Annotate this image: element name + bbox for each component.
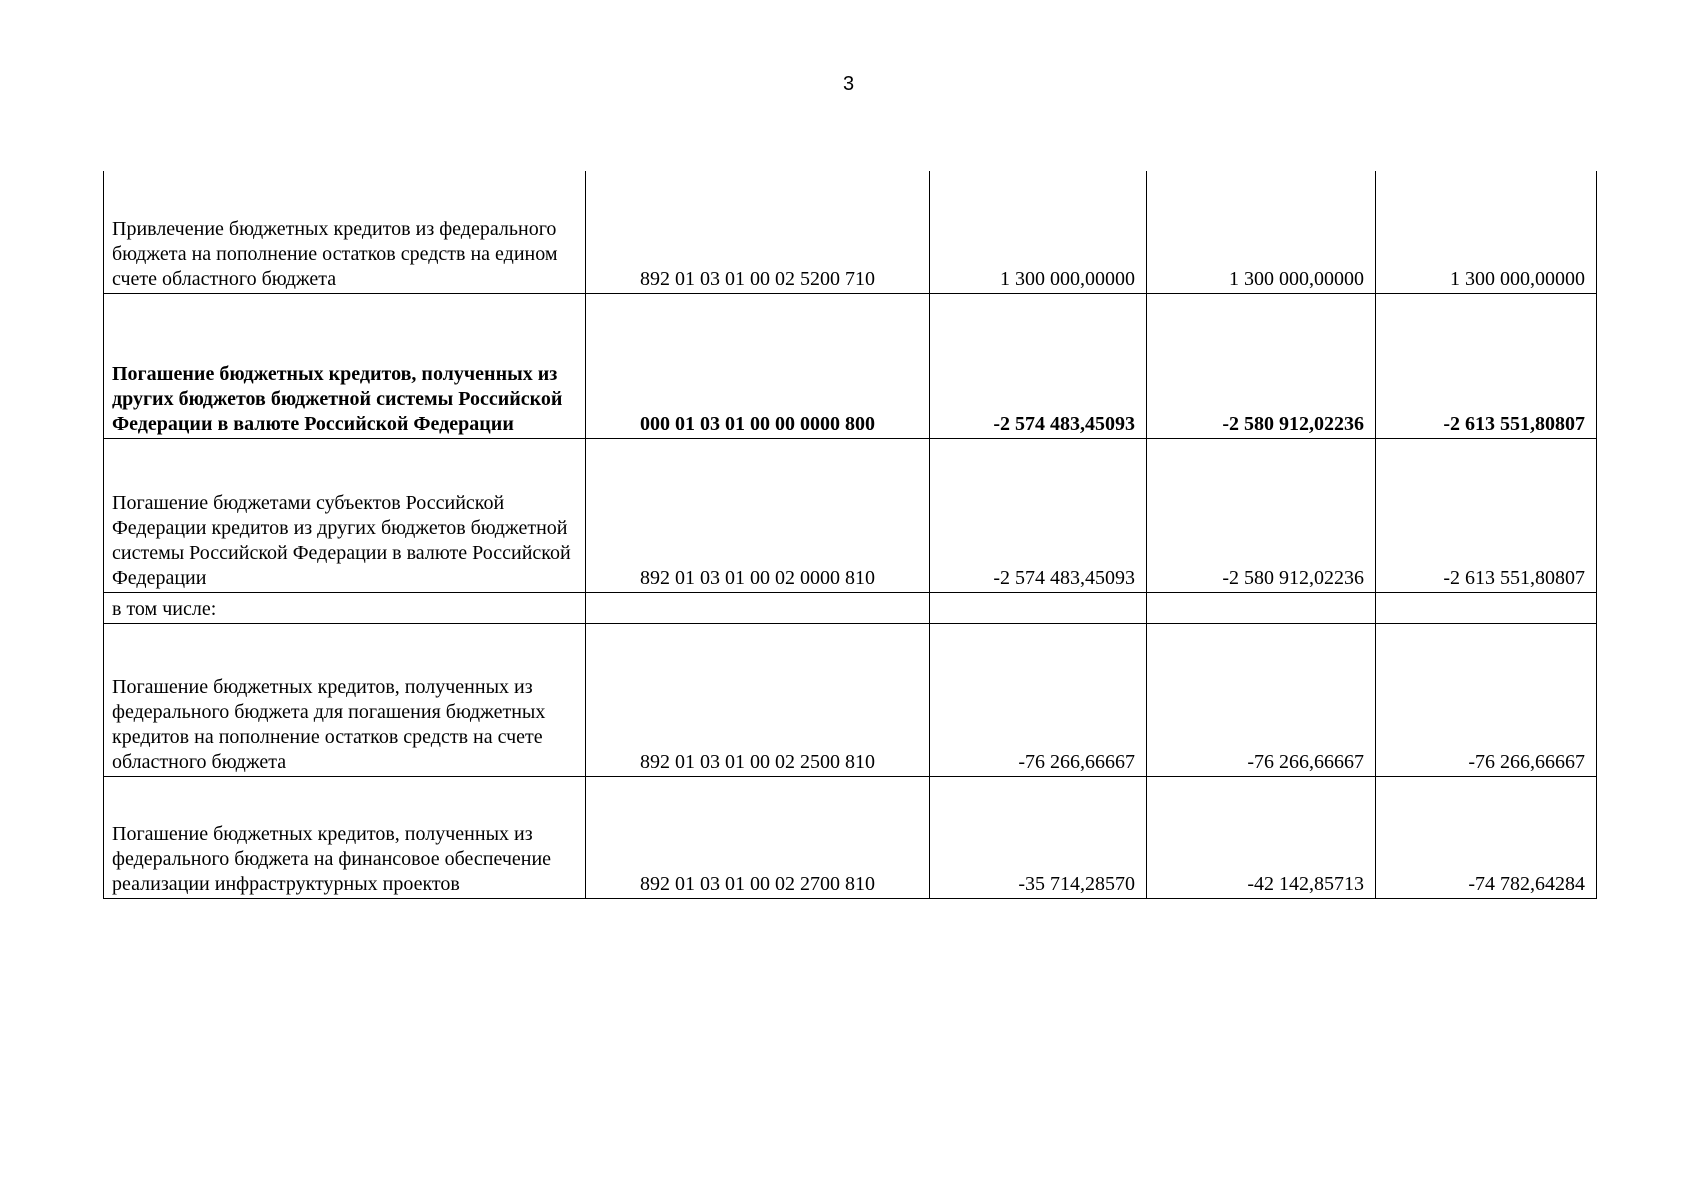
- row-name-cell: Привлечение бюджетных кредитов из федерального бюджета на пополнение остатков средств на едином счете областного бюджета: [104, 171, 586, 293]
- row-year1-cell: 1 300 000,00000: [930, 171, 1147, 293]
- row-code-cell: 892 01 03 01 00 02 2500 810: [586, 623, 930, 776]
- page-number: 3: [842, 73, 855, 95]
- row-year3-cell: -76 266,66667: [1376, 623, 1597, 776]
- row-year2-cell: -2 580 912,02236: [1147, 293, 1376, 438]
- row-name-cell: Погашение бюджетных кредитов, полученных из федерального бюджета на финансовое обеспечение реализации инфраструктурных проектов: [104, 776, 586, 898]
- row-year2-cell: -42 142,85713: [1147, 776, 1376, 898]
- row-year2-cell: [1147, 592, 1376, 623]
- row-year3-cell: -2 613 551,80807: [1376, 293, 1597, 438]
- row-year3-cell: -2 613 551,80807: [1376, 438, 1597, 592]
- budget-sources-table: [103, 171, 1597, 899]
- table-row: [104, 776, 1597, 898]
- row-name-cell: Погашение бюджетных кредитов, полученных из федерального бюджета для погашения бюджетных кредитов на пополнение остатков средств на счете областного бюджета: [104, 623, 586, 776]
- row-code-cell: 000 01 03 01 00 00 0000 800: [586, 293, 930, 438]
- row-year2-cell: -2 580 912,02236: [1147, 438, 1376, 592]
- row-code-cell: 892 01 03 01 00 02 0000 810: [586, 438, 930, 592]
- table-row: [104, 623, 1597, 776]
- table-row: [104, 592, 1597, 623]
- row-year1-cell: -35 714,28570: [930, 776, 1147, 898]
- row-name-cell: в том числе:: [104, 592, 586, 623]
- table-row: [104, 171, 1597, 293]
- row-code-cell: 892 01 03 01 00 02 5200 710: [586, 171, 930, 293]
- row-code-cell: 892 01 03 01 00 02 2700 810: [586, 776, 930, 898]
- row-year1-cell: -2 574 483,45093: [930, 438, 1147, 592]
- row-year3-cell: 1 300 000,00000: [1376, 171, 1597, 293]
- row-code-cell: [586, 592, 930, 623]
- row-year3-cell: -74 782,64284: [1376, 776, 1597, 898]
- row-name-cell: Погашение бюджетами субъектов Российской Федерации кредитов из других бюджетов бюджетной системы Российской Федерации в валюте Российской Федерации: [104, 438, 586, 592]
- row-year2-cell: -76 266,66667: [1147, 623, 1376, 776]
- table-row: [104, 293, 1597, 438]
- row-year1-cell: [930, 592, 1147, 623]
- row-year1-cell: -2 574 483,45093: [930, 293, 1147, 438]
- row-year1-cell: -76 266,66667: [930, 623, 1147, 776]
- row-name-cell: Погашение бюджетных кредитов, полученных из других бюджетов бюджетной системы Российской Федерации в валюте Российской Федерации: [104, 293, 586, 438]
- row-year3-cell: [1376, 592, 1597, 623]
- table-row: [104, 438, 1597, 592]
- row-year2-cell: 1 300 000,00000: [1147, 171, 1376, 293]
